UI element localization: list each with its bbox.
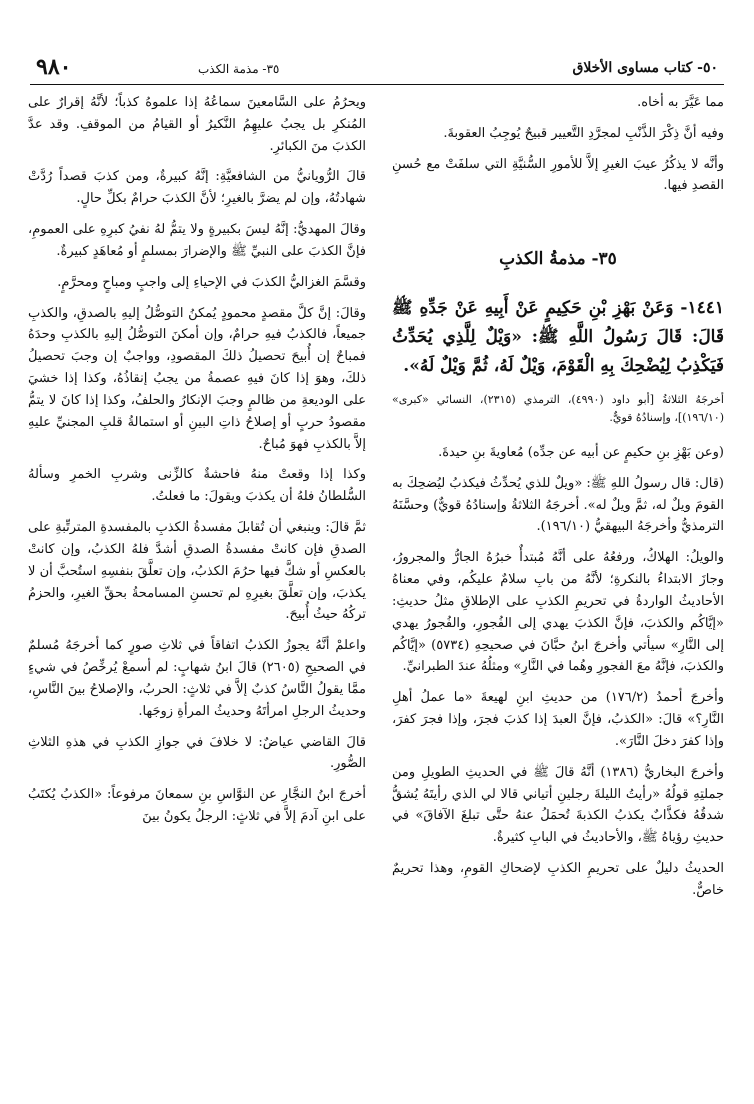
paragraph: ويحرُمُ على السَّامعينَ سماعُهُ إذا علموهُ كذباً؛ لأنَّهُ إقرارٌ على المُنكرِ بل يجبُ عليهِمُ النَّكيرُ أو القيامُ من الموقفِ. وقد عدَّ الكذبَ منَ الكبائرِ. (28, 95, 366, 154)
paragraph: (قال: قال رسولُ اللهِ ﷺ: «ويلٌ للذي يُحدِّثُ فيكذبُ ليُضحِكَ به القومَ ويلٌ له، ثمَّ ويلٌ له». أخرجَهُ الثلاثةُ وإسنادُهُ قويٌّ) وحسَّنَهُ الترمذيُّ وأخرجَهُ البيهقيُّ (١٩٦/١٠). (392, 475, 724, 535)
paragraph: قالَ الرُّويانيُّ من الشافعيَّةِ: إنَّهُ كبيرةٌ، ومن كذبَ قصداً رُدَّتْ شهادتُهُ، وإن لم يضرَّ بالغيرِ؛ لأنَّ الكذبَ حرامٌ بكلِّ حالٍ. (28, 169, 366, 207)
book-title: ٥٠- كتاب مساوى الأخلاق (572, 60, 718, 76)
paragraph: أخرجَ ابنُ النجَّارِ عن النوَّاسِ بنِ سمعانَ مرفوعاً: «الكذبُ يُكتَبُ على ابنِ آدمَ إلاَّ في ثلاثٍ: الرجلُ يكونُ بينَ (28, 787, 366, 825)
hadith-takhrij: أخرجَهُ الثلاثةُ [أبو داود (٤٩٩٠)، الترمذي (٢٣١٥)، النسائي «كبرى» (١٩٦/١٠)]، وإسنادُهُ قويٌّ. (392, 392, 724, 425)
paragraph: وكذا إذا وقعتْ منهُ فاحشةٌ كالزِّنى وشربِ الخمرِ وسألهُ السُّلطانُ فلهُ أن يكذبَ ويقولَ: ما فعلتُ. (28, 467, 366, 505)
chapter-title: ٣٥- مذمةُ الكذبِ (499, 249, 617, 270)
paragraph: وأنَّه لا يذكُرُ عيبَ الغيرِ إلاَّ للأمورِ السُّنيَّةِ التي سلفَتْ مع حُسنِ القصدِ فيها. (392, 156, 724, 194)
paragraph: وأخرجَ البخاريُّ (١٣٨٦) أنَّهُ قالَ ﷺ في الحديثِ الطويلِ ومن جملتِهِ قولُهُ «رأيتُ الليلةَ رجلينِ أتياني قالا لي الذي رأيتَهُ يُشقُّ شدقُهُ فكذَّابٌ يكذبُ الكذبةَ تُحمَلُ عنهُ حتَّى تبلغَ الآفاقَ» في حديثِ رؤياهُ ﷺ، والأحاديثُ في البابِ كثيرةٌ. (392, 764, 724, 846)
paragraph: وقسَّمَ الغزاليُّ الكذبَ في الإحياءِ إلى واجبٍ ومباحٍ ومحرَّمٍ. (57, 274, 366, 290)
paragraph: الحديثُ دليلٌ على تحريمِ الكذبِ لإضحاكِ القومِ، وهذا تحريمٌ خاصٌّ. (392, 860, 724, 898)
right-column (392, 92, 724, 1084)
paragraph: وقالَ المهديُّ: إنَّهُ ليسَ بكبيرةٍ ولا يتمُّ لهُ نفيُ كبرِهِ على العمومِ، فإنَّ الكذبَ على النبيِّ ﷺ والإضرارَ بمسلمٍ أو مُعاهَدٍ كبيرةٌ. (28, 222, 366, 259)
page-header (30, 50, 724, 85)
paragraph: وأخرجَ أحمدُ (١٧٦/٢) من حديثِ ابنِ لهيعةَ «ما عملُ أهلِ النَّارِ؟» قالَ: «الكذبُ، فإنَّ العبدَ إذا كذبَ فجرَ، وإذا فجرَ كفرَ، وإذا كفرَ دخلَ النَّارَ». (392, 690, 724, 749)
paragraph: وقالَ: إنَّ كلَّ مقصدٍ محمودٍ يُمكنُ التوصُّلُ إليهِ بالصدقِ، والكذبِ جميعاً، فالكذبُ فيهِ حرامٌ، وإن أمكنَ التوصُّلُ إليهِ بالكذبِ وحدَهُ فمباحٌ إن أُبيحَ تحصيلُ ذلكَ المقصودِ، وواجبٌ إن وجبَ تحصيلُ ذلكَ، وهوَ إذا كانَ فيهِ عصمةُ من يجبُ إنقاذُهُ، وكذا إذا خشيَ على الوديعةِ من ظالمٍ وجبَ الإنكارُ والحلفُ، وكذا إذا كانَ لا يتمُّ مقصودُ حربٍ أو إصلاحُ ذاتِ البينِ أو استمالةُ قلبِ المجنيِّ عليهِ إلاَّ بالكذبِ فهوَ مُباحٌ. (28, 305, 366, 452)
paragraph: مما عَيَّرَ به أخاه. (637, 95, 724, 110)
page-number: ٩٨٠ (36, 54, 72, 80)
paragraph: قالَ القاضي عياضٌ: لا خلافَ في جوازِ الكذبِ في هذهِ الثلاثِ الصُّورِ. (28, 734, 366, 772)
left-column (28, 92, 366, 1084)
paragraph: (وعن بَهْزِ بنِ حكيمٍ عن أبيه عن جدِّه) مُعاويةَ بنِ حيدةَ. (438, 444, 724, 460)
paragraph: والويلُ: الهلاكُ، ورفعُهُ على أنَّهُ مُبتدأٌ خبرُهُ الجارُّ والمجرورُ، وجازَ الابتداءُ بالنكرةِ؛ لأنَّهُ من بابِ سلامٌ عليكُم، وفي معناهُ الأحاديثُ الواردةُ في تحريمِ الكذبِ على الإطلاقِ مثلُ حديثِ: «إيَّاكُم والكذبَ، فإنَّ الكذبَ يهدي إلى الفُجورِ، والفُجورُ يهدي إلى النَّارِ» سيأتي وأخرجَ ابنُ حبَّانَ في صحيحِهِ (٥٧٣٤) «إيَّاكُم والكذبَ، فإنَّهُ معَ الفجورِ وهُما في النَّارِ» ومثلُهُ عندَ الطبرانيِّ. (392, 550, 724, 675)
paragraph: واعلمْ أنَّهُ يجوزُ الكذبُ اتفاقاً في ثلاثِ صورٍ كما أخرجَهُ مُسلمٌ في الصحيحِ (٢٦٠٥) قالَ ابنُ شهابٍ: لم أسمعْ يُرخِّصُ في شيءٍ ممَّا يقولُ النَّاسُ كذبٌ إلاَّ في ثلاثٍ: الحربُ، والإصلاحُ بينَ النَّاسِ، وحديثُ الرجلِ امرأتَهُ وحديثُ المرأةِ زوجَها. (28, 638, 366, 719)
hadith-text: ١٤٤١- وَعَنْ بَهْزِ بْنِ حَكِيمٍ عَنْ أَبِيهِ عَنْ جَدِّهِ ﷺ قَالَ: قَالَ رَسُولُ اللَّهِ ﷺ: «وَيْلٌ لِلَّذِي يُحَدِّثُ فَيَكْذِبُ لِيُضْحِكَ بِهِ الْقَوْمَ، وَيْلٌ لَهُ، ثُمَّ وَيْلٌ لَهُ». (392, 297, 724, 376)
paragraph: وفيه أنَّ ذِكْرَ الذَّنْبِ لمجرَّدِ التَّعيير قبيحٌ يُوجِبُ العقوبةَ. (443, 125, 724, 141)
chapter-running-title: ٣٥- مذمة الكذب (198, 62, 280, 76)
paragraph: ثمَّ قالَ: وينبغي أن تُقابلَ مفسدةُ الكذبِ بالمفسدةِ المترتِّبةِ على الصدقِ فإن كانتْ مفسدةُ الصدقِ أشدَّ فلهُ الكذبُ، وإن كانتْ بالعكسِ أو شكَّ فيها حرُمَ الكذبُ، وإن تعلَّقَ بنفسِهِ استُحبَّ أن لا يكذبَ، وإن تعلَّقَ بغيرِهِ لم تحسنِ المسامحةُ بحقِّ الغيرِ، والحزمُ تركُهُ حيثُ أُبيحَ. (28, 520, 366, 623)
